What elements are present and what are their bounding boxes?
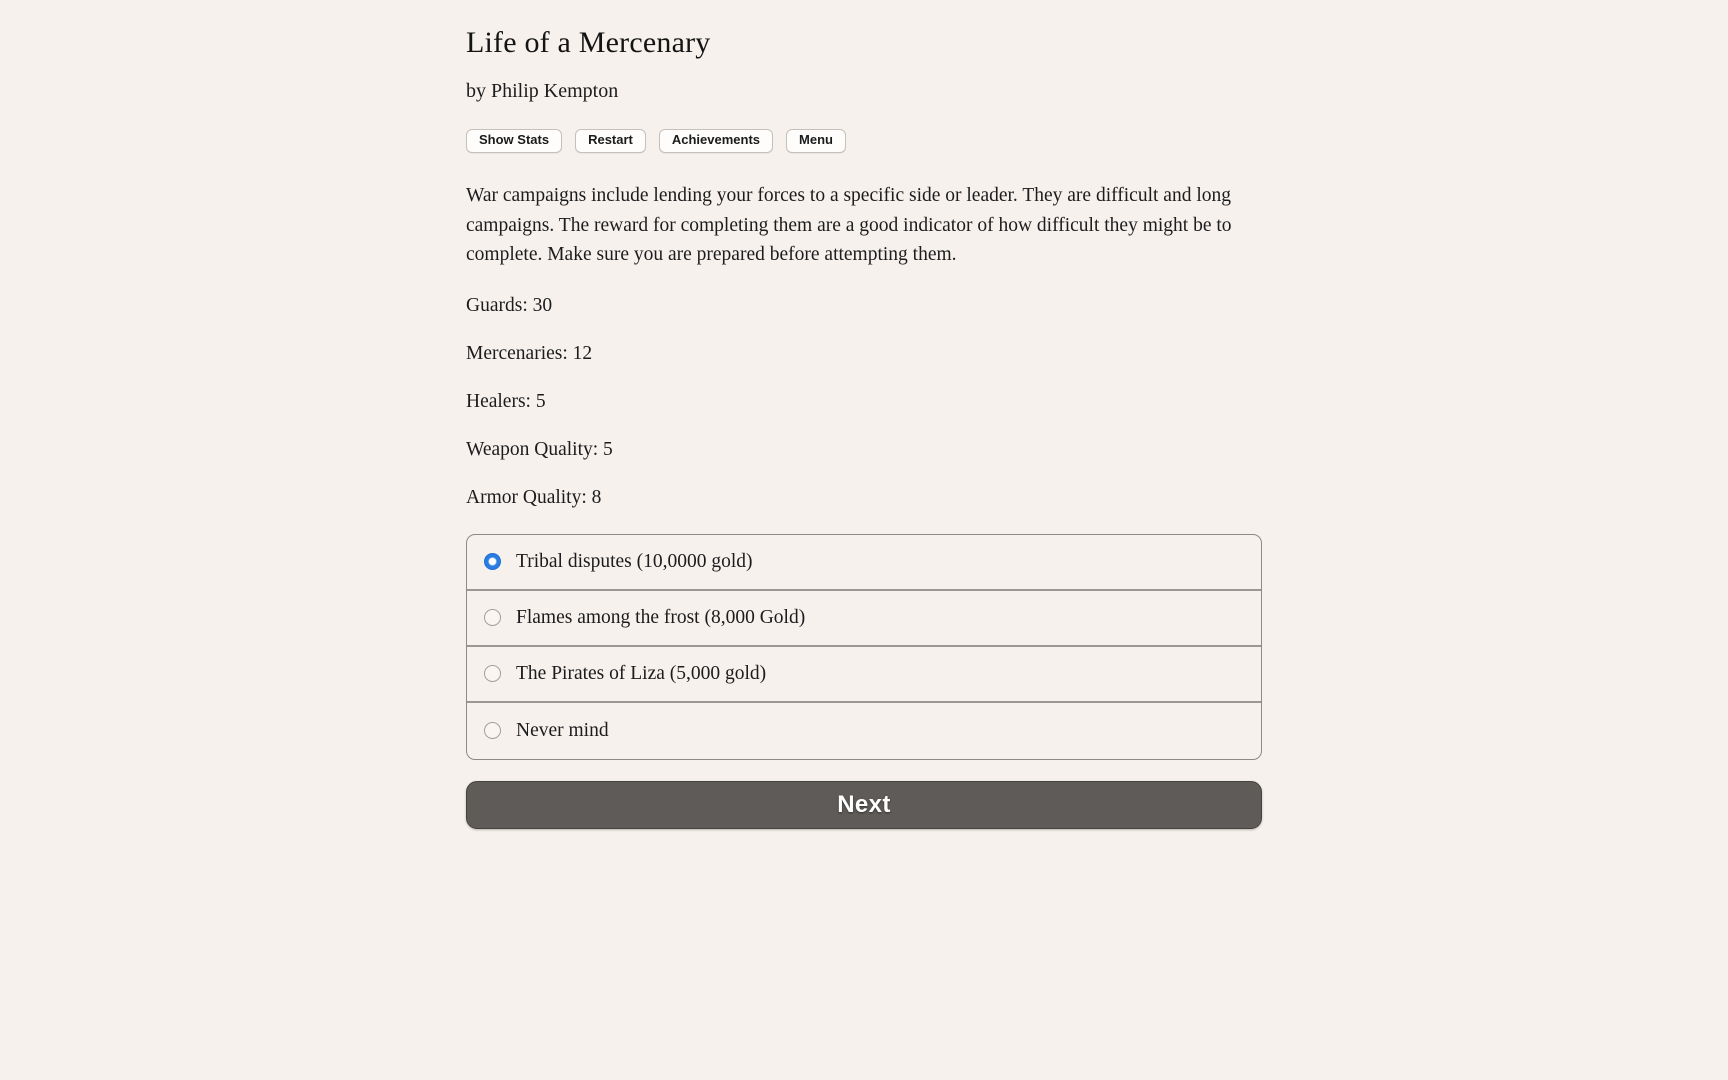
menu-button[interactable]: Menu: [786, 129, 846, 153]
stat-weapon-quality: Weapon Quality: 5: [466, 438, 613, 460]
story-paragraph: War campaigns include lending your forces to a specific side or leader. They are difficult and long campaigns. The reward for completing them are a good indicator of how difficult they might be to complete. Make sure you are prepared before attempting them.: [466, 184, 1232, 266]
achievements-button[interactable]: Achievements: [659, 129, 773, 153]
show-stats-button[interactable]: Show Stats: [466, 129, 562, 153]
story-page: [466, 0, 1262, 829]
choice-row-tribal-disputes[interactable]: [467, 535, 1261, 591]
next-button[interactable]: Next: [466, 781, 1262, 829]
restart-button[interactable]: Restart: [575, 129, 646, 153]
radio-tribal-disputes[interactable]: [484, 553, 501, 570]
radio-flames-among-the-frost[interactable]: [484, 609, 501, 626]
choices-box: [466, 534, 1262, 760]
stat-healers: Healers: 5: [466, 390, 546, 412]
choice-label: The Pirates of Liza (5,000 gold): [516, 662, 767, 684]
choice-label: Never mind: [516, 719, 609, 741]
radio-never-mind[interactable]: [484, 722, 501, 739]
page-title: Life of a Mercenary: [466, 26, 711, 59]
stat-armor-quality: Armor Quality: 8: [466, 486, 602, 508]
choice-label: Flames among the frost (8,000 Gold): [516, 606, 806, 628]
stat-mercenaries: Mercenaries: 12: [466, 342, 593, 364]
choice-label: Tribal disputes (10,0000 gold): [516, 550, 753, 572]
author-line: by Philip Kempton: [466, 80, 619, 102]
radio-pirates-of-liza[interactable]: [484, 665, 501, 682]
choice-row-pirates-of-liza[interactable]: [467, 647, 1261, 703]
toolbar: [466, 129, 1262, 153]
stat-guards: Guards: 30: [466, 294, 553, 316]
choice-row-flames-among-the-frost[interactable]: [467, 591, 1261, 647]
choice-row-never-mind[interactable]: [467, 703, 1261, 759]
